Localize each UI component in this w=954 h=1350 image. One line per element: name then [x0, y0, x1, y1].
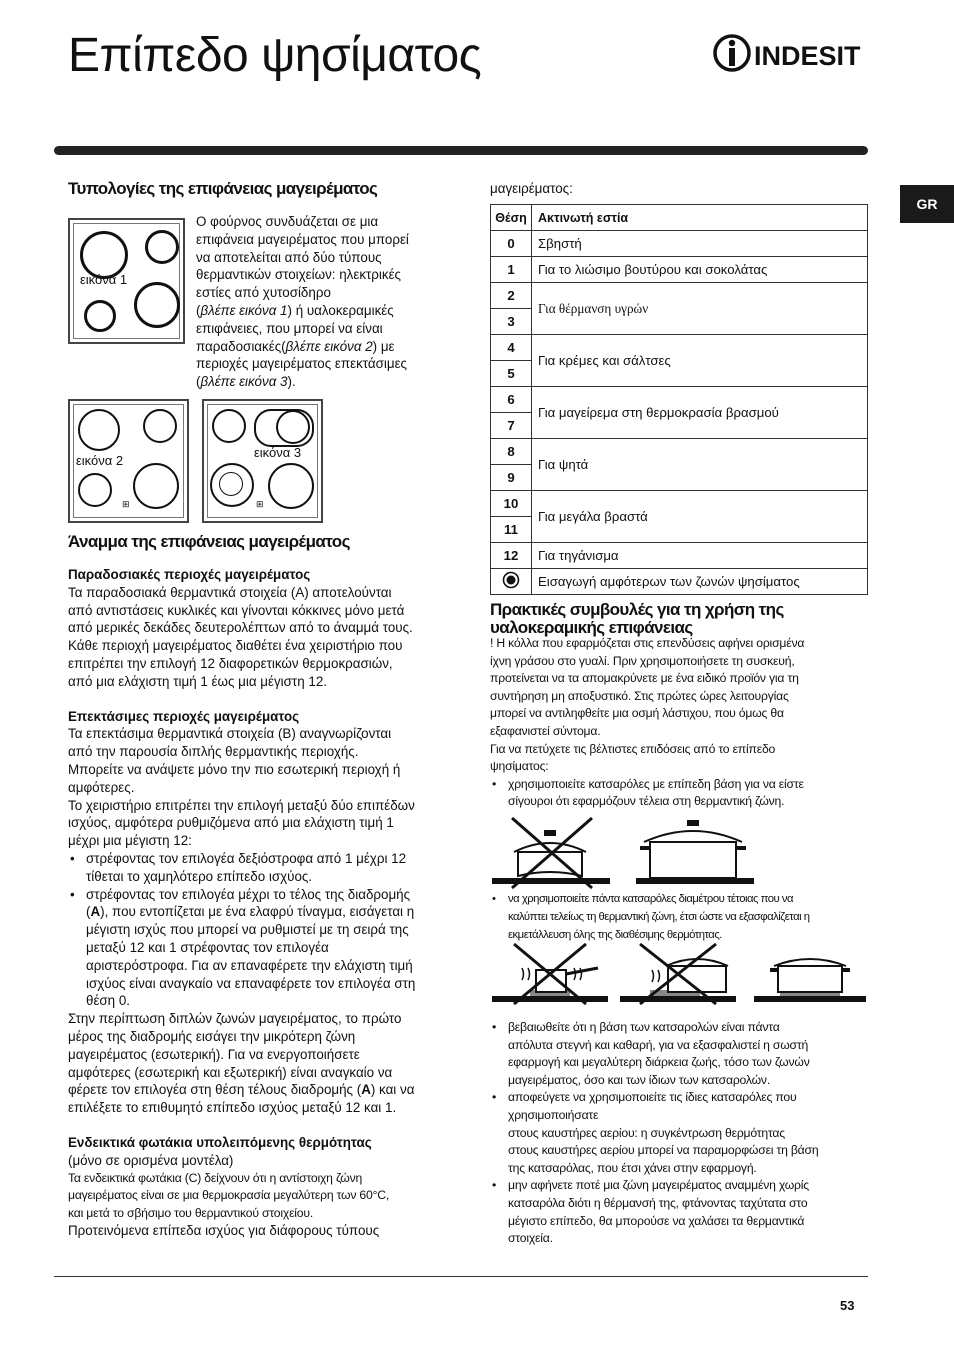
- page-number: 53: [840, 1298, 855, 1313]
- indesit-logo: [712, 32, 872, 85]
- bullet-end-of-travel: • στρέφοντας τον επιλογέα μέχρι το τέλος της διαδρομής (A), που εντοπίζεται με ένα ελαφρύ τίναγμα, εισάγεται η μέγιστη ισχύς που μπορεί να ρυθμιστεί με τη σειρά της μεταξύ 12 και 1 στρέφοντας τον επιλογέα αριστερόστροφα. Για αν επαναφέρετε την ελάχιστη τιμή ισχύος είναι αναγκαίο να επαναφέρετε τον επιλογέα στη θέση 0.: [68, 886, 453, 1011]
- pot-diameter-illustration: [490, 940, 870, 1006]
- flat-base-illustration: [490, 812, 810, 892]
- subheading-traditional: Παραδοσιακές περιοχές μαγειρέματος: [68, 567, 311, 582]
- types-paragraph: Ο φούρνος συνδυάζεται σε μια επιφάνεια μαγειρέματος που μπορεί να αποτελείται από δύο τύπους θερμαντικών στοιχείων: ηλεκτρικές εστίες από χυτοσίδηρο (βλέπε εικόνα 1) ή υαλοκεραμικές επιφάνειες, που μπορεί να είναι παραδοσιακές(βλέπε εικόνα 2) με περιοχές μαγειρέματος επεκτάσιμες (βλέπε εικόνα 3).: [196, 214, 409, 390]
- hob-figure-1: [68, 218, 185, 344]
- table-row: 9: [491, 465, 868, 491]
- tip-gas-pans: • αποφεύγετε να χρησιμοποιείτε τις ίδιες κατσαρόλες που χρησιμοποιήσατε στους καυστήρες αερίου: η συγκέντρωση θερμότητας στους καυστήρες αερίου μπορεί να παραμορφώσει τη βάση της κατσαρόλας, που έτσι χάνει στην εφαρμογή.: [490, 1089, 868, 1177]
- subheading-extendable: Επεκτάσιμες περιοχές μαγειρέματος: [68, 708, 300, 724]
- table-row: 5: [491, 361, 868, 387]
- tip-diameter: • να χρησιμοποιείτε πάντα κατσαρόλες διαμέτρου τέτοιας που να καλύπτει τελείως τη θερμαντική ζώνη, έτσι ώστε να εξασφαλίζεται η εκμετάλλευση όλης της διαθέσιμης θερμότητας.: [490, 890, 875, 944]
- subheading-residual-heat: Ενδεικτικά φωτάκια υπολειπόμενης θερμότητας: [68, 1134, 372, 1150]
- table-row: 10 Για μεγάλα βραστά: [491, 491, 868, 517]
- footer-rule: [54, 1276, 868, 1277]
- power-levels-table: [490, 204, 868, 595]
- language-tab: GR: [900, 185, 954, 223]
- figure-3-label: εικόνα 3: [254, 445, 302, 460]
- table-row: 6 Για μαγείρεμα στη θερμοκρασία βρασμού: [491, 387, 868, 413]
- tips-list: [490, 1019, 868, 1248]
- table-row: 8 Για ψητά: [491, 439, 868, 465]
- table-header-row: Θέση Ακτινωτή εστία: [491, 205, 868, 231]
- section-heading-tips: Πρακτικές συμβουλές για τη χρήση της υαλοκεραμικής επιφάνειας: [490, 600, 784, 637]
- table-row: 11: [491, 517, 868, 543]
- hob-figure-2: ⊞ εικόνα 2: [68, 399, 189, 523]
- hob-figure-3: ⊞ εικόνα 3: [202, 399, 323, 523]
- tip-dry-base: • βεβαιωθείτε ότι η βάση των κατσαρολών είναι πάντα απόλυτα στεγνή και καθαρή, για να εξασφαλιστεί η σωστή εφαρμογή και μεγαλύτερη διάρκεια ζωής, τόσο των ζωνών μαγειρέματος, όσο και των ίδιων των κατσαρολών.: [490, 1019, 868, 1089]
- table-row: 0 Σβηστή: [491, 231, 868, 257]
- bullet-clockwise: • στρέφοντας τον επιλογέα δεξιόστροφα από 1 μέχρι 12 τίθεται το χαμηλότερο επίπεδο ισχύος.: [68, 850, 453, 886]
- section-heading-ignition: Άναμμα της επιφάνειας μαγειρέματος: [68, 532, 350, 551]
- table-intro: μαγειρέματος:: [490, 181, 573, 196]
- svg-text:INDESIT: INDESIT: [754, 41, 861, 71]
- tip-empty-zone: • μην αφήνετε ποτέ μια ζώνη μαγειρέματος αναμμένη χωρίς κατσαρόλα διότι η θέρμανσή της, φτάνοντας ταχύτατα στο μέγιστο επίπεδο, θα μπορούσε να χαλάσει τα θερμαντικά στοιχεία.: [490, 1177, 868, 1247]
- table-row: 4 Για κρέμες και σάλτσες: [491, 335, 868, 361]
- page-title: Επίπεδο ψησίματος: [68, 29, 482, 82]
- table-row: 2 Για θέρμανση υγρών: [491, 283, 868, 309]
- tips-warning: ! Η κόλλα που εφαρμόζεται στις επενδύσεις αφήνει ορισμένα ίχνη γράσου στο γυαλί. Πριν χρησιμοποιήσετε τη συσκευή, προτείνεται να τα απομακρύνετε με ένα ειδικό προϊόν για τη συντήρηση μη αποξυστικό. Στις πρώτες ώρες λειτουργίας μπορεί να αντιληφθείτε μια οσμή λάστιχου, που όμως θα εξαφανιστεί σύντομα. Για να πετύχετε τις βέλτιστες επιδόσεις από το επίπεδο ψησίματος: • χρησιμοποιείτε κατσαρόλες με επίπεδη βάση για να είστε σίγουροι ότι εφαρμόζουν τέλεια στη θερμαντική ζώνη.: [490, 635, 868, 811]
- table-row: Εισαγωγή αμφότερων των ζωνών ψησίματος: [491, 569, 868, 595]
- dual-zone-icon: [502, 571, 520, 589]
- table-row: 3: [491, 309, 868, 335]
- table-row: 7: [491, 413, 868, 439]
- table-row: 12 Για τηγάνισμα: [491, 543, 868, 569]
- figure-1-label: εικόνα 1: [80, 272, 128, 287]
- tip-flat-base: • χρησιμοποιείτε κατσαρόλες με επίπεδη βάση για να είστε σίγουροι ότι εφαρμόζουν τέλεια στη θερμαντική ζώνη.: [490, 776, 868, 811]
- header-rule: [54, 146, 868, 155]
- table-row: 1 Για το λιώσιμο βουτύρου και σοκολάτας: [491, 257, 868, 283]
- ignition-text: Παραδοσιακές περιοχές μαγειρέματος Τα παραδοσιακά θερμαντικά στοιχεία (A) αποτελούνται από αντιστάσεις κυκλικές και γίνονται κόκκινες μόνο μετά από μερικές δεκάδες δευτερολέπτων από το άναμμά τους. Κάθε περιοχή μαγειρέματος διαθέτει ένα χειριστήριο που επιτρέπει την επιλογή 12 διαφορετικών θερμοκρασιών, από μια ελάχιστη τιμή 1 έως μια μέγιστη 12. Επεκτάσιμες περιοχές μαγειρέματος Τα επεκτάσιμα θερμαντικά στοιχεία (B) αναγνωρίζονται από την παρουσία διπλής θερμαντικής περιοχής. Μπορείτε να ανάψετε μόνο την πιο εσωτερική περιοχή ή αμφότερες. Το χειριστήριο επιτρέπει την επιλογή μεταξύ δύο επιπέδων ισχύος, αμφότερα ρυθμιζόμενα από μια ελάχιστη τιμή 1 μέχρι μια μέγιστη 12: • στρέφοντας τον επιλογέα δεξιόστροφα από 1 μέχρι 12 τίθεται το χαμηλότερο επίπεδο ισχύος. • στρέφοντας τον επιλογέα μέχρι το τέλος της διαδρομής (A), που εντοπίζεται με ένα ελαφρύ τίναγμα, εισάγεται η μέγιστη ισχύς που μπορεί να ρυθμιστεί με τη σειρά της μεταξύ 12 και 1 στρέφοντας τον επιλογέα αριστερόστροφα. Για αν επαναφέρετε την ελάχιστη τιμή ισχύος είναι αναγκαίο να επαναφέρετε τον επιλογέα στη θέση 0. Στην περίπτωση διπλών ζωνών μαγειρέματος, το πρώτο μέρος της διαδρομής εισάγει την μικρότερη ζώνη μαγειρέματος (εσωτερική). Για να ενεργοποιήσετε αμφότερες (εσωτερική και εξωτερική) είναι αναγκαίο να φέρετε τον επιλογέα στη θέση τέλους διαδρομής (A) και να επιλέξετε το επιθυμητό επίπεδο ισχύος μεταξύ 12 και 1. Ενδεικτικά φωτάκια υπολειπόμενης θερμότητας (μόνο σε ορισμένα μοντέλα) Τα ενδεικτικά φωτάκια (C) δείχνουν ότι η αντίστοιχη ζώνη μαγειρέματος είναι σε μια θερμοκρασία μεγαλύτερη των 60°C, και μετά το σβήσιμο του θερμαντικού στοιχείου. Προτεινόμενα επίπεδα ισχύος για διάφορους τύπους: [68, 566, 453, 1240]
- figure-2-label: εικόνα 2: [76, 453, 124, 468]
- section-heading-types: Τυπολογίες της επιφάνειας μαγειρέματος: [68, 179, 378, 198]
